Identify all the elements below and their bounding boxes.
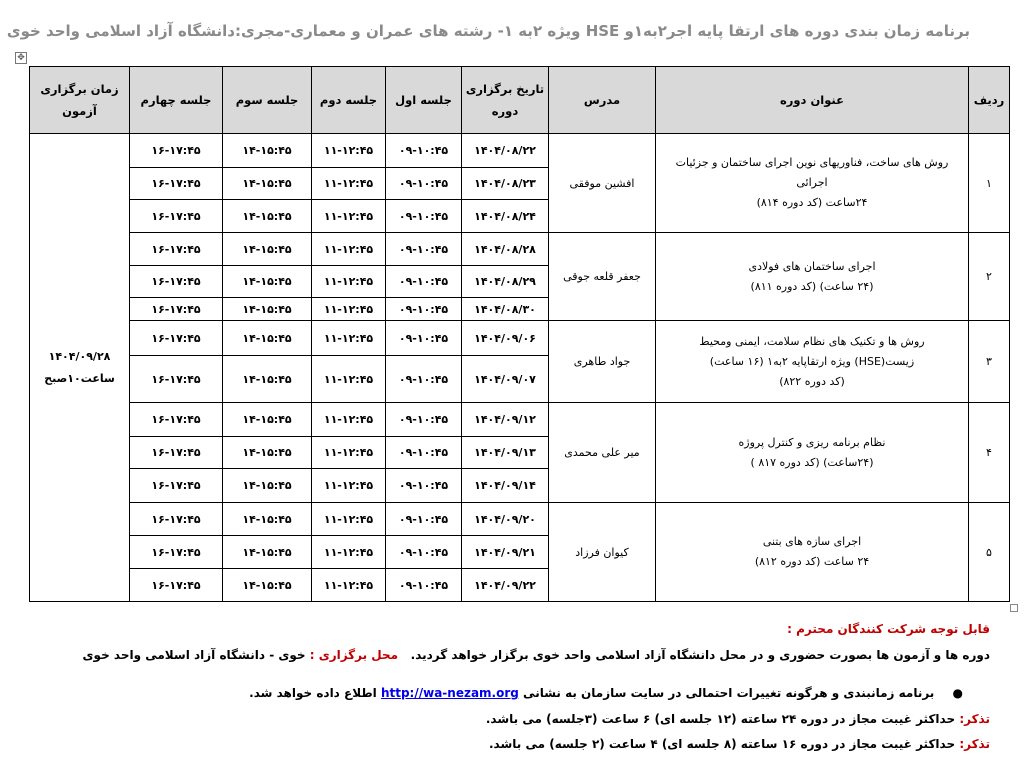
header-date: تاریخ برگزاری دوره (462, 67, 549, 134)
course-title (656, 503, 969, 602)
course-date: ۱۴۰۴/۰۸/۲۳ (462, 168, 549, 200)
exam-date: ۱۴۰۴/۰۹/۲۸ (48, 349, 111, 363)
course-title-line: (۲۴ساعت) (کد دوره ۸۱۷ ) (750, 455, 874, 469)
session-time-s1: ۰۹-۱۰:۴۵ (386, 233, 462, 266)
header-exam-time: زمان برگزاری آزمون (30, 67, 130, 134)
header-session-3: جلسه سوم (223, 67, 312, 134)
bullet-icon: ● (952, 686, 963, 700)
session-time-s4: ۱۶-۱۷:۴۵ (130, 134, 223, 168)
course-title-line: اجرائی (796, 176, 828, 189)
session-time-s1: ۰۹-۱۰:۴۵ (386, 569, 462, 602)
session-time-s3: ۱۴-۱۵:۴۵ (223, 437, 312, 469)
session-time-s2: ۱۱-۱۲:۴۵ (312, 298, 386, 321)
session-time-s1: ۰۹-۱۰:۴۵ (386, 437, 462, 469)
row-number: ۳ (969, 321, 1010, 403)
header-session-2: جلسه دوم (312, 67, 386, 134)
session-time-s2: ۱۱-۱۲:۴۵ (312, 569, 386, 602)
website-note-before: برنامه زمانبندی و هرگونه تغییرات احتمالی در سایت سازمان به نشانی (523, 686, 935, 700)
session-time-s4: ۱۶-۱۷:۴۵ (130, 536, 223, 569)
session-time-s3: ۱۴-۱۵:۴۵ (223, 536, 312, 569)
reminder-2 (20, 737, 990, 751)
teacher-name: جعفر قلعه جوقی (549, 233, 656, 321)
teacher-name: کیوان فرزاد (549, 503, 656, 602)
reminder-1 (20, 712, 990, 726)
website-note (20, 686, 963, 700)
session-time-s1: ۰۹-۱۰:۴۵ (386, 266, 462, 298)
session-time-s4: ۱۶-۱۷:۴۵ (130, 200, 223, 233)
table-row (30, 403, 1010, 437)
session-time-s1: ۰۹-۱۰:۴۵ (386, 403, 462, 437)
venue-note-text: دوره ها و آزمون ها بصورت حضوری و در محل دانشگاه آزاد اسلامی واحد خوی برگزار خواهد گردید. (410, 648, 990, 662)
session-time-s2: ۱۱-۱۲:۴۵ (312, 134, 386, 168)
venue-note (20, 648, 990, 662)
table-row (30, 134, 1010, 168)
session-time-s3: ۱۴-۱۵:۴۵ (223, 298, 312, 321)
session-time-s3: ۱۴-۱۵:۴۵ (223, 168, 312, 200)
session-time-s3: ۱۴-۱۵:۴۵ (223, 356, 312, 403)
header-session-1: جلسه اول (386, 67, 462, 134)
reminder-2-text: حداکثر غیبت مجاز در دوره ۱۶ ساعته (۸ جلسه ای) ۴ ساعت (۲ جلسه) می باشد. (489, 737, 956, 751)
session-time-s1: ۰۹-۱۰:۴۵ (386, 200, 462, 233)
session-time-s1: ۰۹-۱۰:۴۵ (386, 536, 462, 569)
course-date: ۱۴۰۴/۰۹/۱۳ (462, 437, 549, 469)
exam-hour: ساعت۱۰صبح (44, 371, 115, 385)
website-link[interactable]: http://wa-nezam.org (380, 686, 519, 700)
session-time-s3: ۱۴-۱۵:۴۵ (223, 200, 312, 233)
exam-time (30, 134, 130, 602)
session-time-s4: ۱۶-۱۷:۴۵ (130, 168, 223, 200)
course-date: ۱۴۰۴/۰۹/۲۲ (462, 569, 549, 602)
session-time-s3: ۱۴-۱۵:۴۵ (223, 134, 312, 168)
session-time-s2: ۱۱-۱۲:۴۵ (312, 437, 386, 469)
session-time-s4: ۱۶-۱۷:۴۵ (130, 233, 223, 266)
session-time-s2: ۱۱-۱۲:۴۵ (312, 356, 386, 403)
session-time-s1: ۰۹-۱۰:۴۵ (386, 321, 462, 356)
session-time-s4: ۱۶-۱۷:۴۵ (130, 469, 223, 503)
course-title-line: زیست(HSE) ویژه ارتقاپایه ۲به۱ (۱۶ ساعت) (709, 354, 915, 368)
course-title (656, 233, 969, 321)
table-row (30, 503, 1010, 536)
course-date: ۱۴۰۴/۰۸/۲۹ (462, 266, 549, 298)
session-time-s3: ۱۴-۱۵:۴۵ (223, 321, 312, 356)
page-title: برنامه زمان بندی دوره های ارتقا پایه اجر۲به۱و HSE ویژه ۲به ۱- رشته های عمران و معماری-مجری:دانشگاه آزاد اسلامی واحد خوی (6, 22, 970, 40)
venue-label: محل برگزاری : (309, 648, 399, 662)
course-date: ۱۴۰۴/۰۸/۲۸ (462, 233, 549, 266)
session-time-s3: ۱۴-۱۵:۴۵ (223, 469, 312, 503)
course-title (656, 403, 969, 503)
session-time-s2: ۱۱-۱۲:۴۵ (312, 200, 386, 233)
session-time-s4: ۱۶-۱۷:۴۵ (130, 503, 223, 536)
row-number: ۲ (969, 233, 1010, 321)
row-number: ۱ (969, 134, 1010, 233)
table-resize-handle-icon[interactable] (1010, 604, 1018, 612)
session-time-s4: ۱۶-۱۷:۴۵ (130, 356, 223, 403)
session-time-s3: ۱۴-۱۵:۴۵ (223, 569, 312, 602)
table-row (30, 233, 1010, 266)
course-title-line: (۲۴ ساعت) (کد دوره ۸۱۱) (750, 279, 874, 293)
header-teacher: مدرس (549, 67, 656, 134)
course-title-line: (کد دوره ۸۲۲) (779, 374, 845, 388)
session-time-s1: ۰۹-۱۰:۴۵ (386, 134, 462, 168)
course-title (656, 321, 969, 403)
schedule-table (29, 66, 1010, 602)
session-time-s4: ۱۶-۱۷:۴۵ (130, 321, 223, 356)
session-time-s3: ۱۴-۱۵:۴۵ (223, 266, 312, 298)
course-title-line: اجرای ساختمان های فولادی (748, 259, 876, 273)
course-date: ۱۴۰۴/۰۹/۲۰ (462, 503, 549, 536)
session-time-s1: ۰۹-۱۰:۴۵ (386, 503, 462, 536)
course-title-line: ۲۴ ساعت (کد دوره ۸۱۲) (754, 555, 870, 568)
session-time-s2: ۱۱-۱۲:۴۵ (312, 321, 386, 356)
session-time-s4: ۱۶-۱۷:۴۵ (130, 569, 223, 602)
session-time-s2: ۱۱-۱۲:۴۵ (312, 469, 386, 503)
reminder-1-text: حداکثر غیبت مجاز در دوره ۲۴ ساعته (۱۲ جلسه ای) ۶ ساعت (۳جلسه) می باشد. (485, 712, 956, 726)
course-date: ۱۴۰۴/۰۹/۰۶ (462, 321, 549, 356)
row-number: ۴ (969, 403, 1010, 503)
table-row (30, 321, 1010, 356)
course-date: ۱۴۰۴/۰۹/۰۷ (462, 356, 549, 403)
course-title-line: ۲۴ساعت (کد دوره ۸۱۴) (756, 196, 868, 209)
session-time-s2: ۱۱-۱۲:۴۵ (312, 168, 386, 200)
session-time-s2: ۱۱-۱۲:۴۵ (312, 233, 386, 266)
website-note-after: اطلاع داده خواهد شد. (249, 686, 377, 700)
course-date: ۱۴۰۴/۰۹/۲۱ (462, 536, 549, 569)
session-time-s2: ۱۱-۱۲:۴۵ (312, 536, 386, 569)
session-time-s3: ۱۴-۱۵:۴۵ (223, 233, 312, 266)
session-time-s3: ۱۴-۱۵:۴۵ (223, 403, 312, 437)
session-time-s2: ۱۱-۱۲:۴۵ (312, 403, 386, 437)
course-date: ۱۴۰۴/۰۸/۳۰ (462, 298, 549, 321)
table-move-handle-icon[interactable]: ✥ (15, 52, 27, 64)
session-time-s1: ۰۹-۱۰:۴۵ (386, 469, 462, 503)
attention-note: قابل توجه شرکت کنندگان محترم : (787, 622, 990, 636)
session-time-s4: ۱۶-۱۷:۴۵ (130, 437, 223, 469)
session-time-s1: ۰۹-۱۰:۴۵ (386, 168, 462, 200)
header-row-number: ردیف (969, 67, 1010, 134)
course-date: ۱۴۰۴/۰۹/۱۴ (462, 469, 549, 503)
session-time-s2: ۱۱-۱۲:۴۵ (312, 503, 386, 536)
course-title-line: روش ها و تکنیک های نظام سلامت، ایمنی ومحیط (699, 334, 925, 348)
session-time-s1: ۰۹-۱۰:۴۵ (386, 356, 462, 403)
venue-value: خوی - دانشگاه آزاد اسلامی واحد خوی (82, 648, 306, 662)
session-time-s3: ۱۴-۱۵:۴۵ (223, 503, 312, 536)
course-title-line: اجرای سازه های بتنی (762, 535, 862, 548)
reminder-label: تذکر: (959, 712, 990, 726)
course-title-line: روش های ساخت، فناوریهای نوین اجرای ساختمان و جزئیات (675, 156, 949, 169)
course-date: ۱۴۰۴/۰۸/۲۲ (462, 134, 549, 168)
course-date: ۱۴۰۴/۰۹/۱۲ (462, 403, 549, 437)
session-time-s4: ۱۶-۱۷:۴۵ (130, 266, 223, 298)
row-number: ۵ (969, 503, 1010, 602)
course-title (656, 134, 969, 233)
session-time-s4: ۱۶-۱۷:۴۵ (130, 298, 223, 321)
session-time-s1: ۰۹-۱۰:۴۵ (386, 298, 462, 321)
course-date: ۱۴۰۴/۰۸/۲۴ (462, 200, 549, 233)
reminder-label: تذکر: (959, 737, 990, 751)
table-header-row (30, 67, 1010, 134)
course-title-line: نظام برنامه ریزی و کنترل پروژه (738, 435, 886, 449)
header-course-title: عنوان دوره (656, 67, 969, 134)
session-time-s2: ۱۱-۱۲:۴۵ (312, 266, 386, 298)
teacher-name: جواد طاهری (549, 321, 656, 403)
session-time-s4: ۱۶-۱۷:۴۵ (130, 403, 223, 437)
teacher-name: میر علی محمدی (549, 403, 656, 503)
header-session-4: جلسه چهارم (130, 67, 223, 134)
teacher-name: افشین موفقی (549, 134, 656, 233)
